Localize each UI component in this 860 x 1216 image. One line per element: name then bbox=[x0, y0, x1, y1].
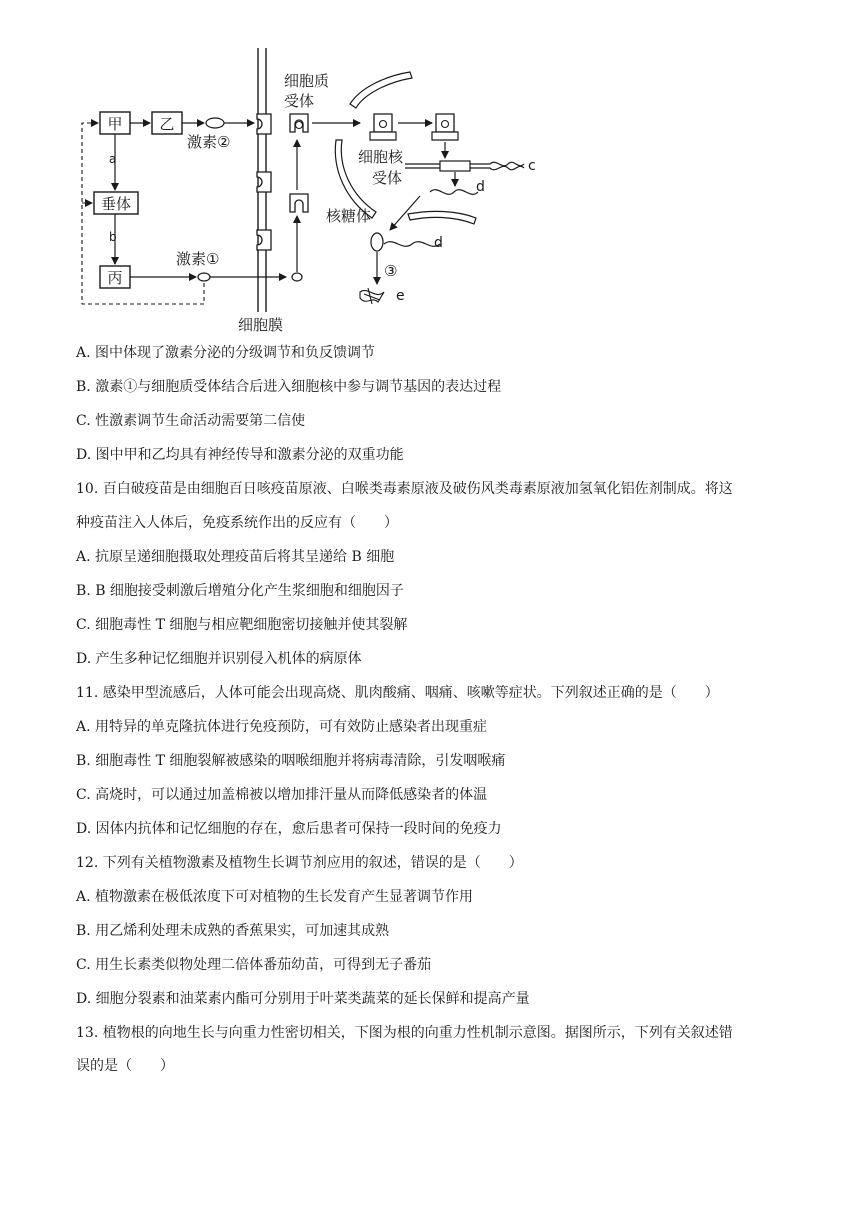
label-yi: 乙 bbox=[159, 115, 175, 133]
hormone1-inside bbox=[292, 273, 302, 281]
text-line: D. 产生多种记忆细胞并识别侵入机体的病原体 bbox=[76, 651, 362, 667]
label-cytoplasm-receptor-2: 受体 bbox=[284, 92, 315, 110]
text-line: A. 图中体现了激素分泌的分级调节和负反馈调节 bbox=[76, 345, 376, 361]
text-line: B. 细胞毒性 T 细胞裂解被感染的咽喉细胞并将病毒清除，引发咽喉痛 bbox=[76, 753, 506, 769]
hormone-regulation-diagram bbox=[0, 0, 860, 340]
label-a: a bbox=[109, 152, 117, 166]
membrane-receptor-3 bbox=[257, 230, 271, 250]
bound-hormone bbox=[296, 122, 303, 129]
text-line: C. 性激素调节生命活动需要第二信使 bbox=[76, 413, 306, 429]
label-d2: d bbox=[434, 235, 443, 251]
text-line: 种疫苗注入人体后，免疫系统作出的反应有（ ） bbox=[76, 515, 398, 531]
text-line: D. 图中甲和乙均具有神经传导和激素分泌的双重功能 bbox=[76, 447, 404, 463]
nuclear-complex-2-hormone bbox=[442, 121, 449, 128]
mrna-cytoplasm bbox=[384, 242, 440, 247]
hormone2-molecule bbox=[206, 118, 224, 128]
label-nuclear-receptor-1: 细胞核 bbox=[358, 148, 404, 166]
label-three: ③ bbox=[384, 262, 398, 280]
text-line: C. 高烧时，可以通过加盖棉被以增加排汗量从而降低感染者的体温 bbox=[76, 787, 488, 803]
nuclear-envelope-upper bbox=[350, 72, 412, 108]
label-e: e bbox=[396, 288, 405, 304]
text-line: 12. 下列有关植物激素及植物生长调节剂应用的叙述，错误的是（ ） bbox=[76, 855, 523, 871]
label-hormone2: 激素② bbox=[187, 133, 231, 151]
label-bing: 丙 bbox=[107, 269, 123, 287]
protein-e bbox=[360, 288, 384, 304]
mrna-nuclear bbox=[430, 190, 478, 195]
label-d1: d bbox=[476, 179, 485, 195]
nuclear-complex-1-hormone bbox=[380, 121, 387, 128]
label-jia: 甲 bbox=[107, 115, 123, 133]
nuclear-envelope-right bbox=[408, 211, 476, 224]
text-line: A. 抗原呈递细胞摄取处理疫苗后将其呈递给 B 细胞 bbox=[76, 549, 395, 565]
text-line: A. 用特异的单克隆抗体进行免疫预防，可有效防止感染者出现重症 bbox=[76, 719, 488, 735]
text-line: 10. 百白破疫苗是由细胞百日咳疫苗原液、白喉类毒素原液及破伤风类毒素原液加氢氧化铝佐剂制成。将这 bbox=[76, 481, 733, 497]
nuclear-receptor-2 bbox=[432, 132, 458, 140]
text-line: D. 细胞分裂素和油菜素内酯可分别用于叶菜类蔬菜的延长保鲜和提高产量 bbox=[76, 991, 530, 1007]
ribosome bbox=[371, 233, 383, 251]
label-chuiti: 垂体 bbox=[100, 195, 132, 213]
membrane-receptor-1 bbox=[257, 114, 271, 134]
text-line: B. B 细胞接受刺激后增殖分化产生浆细胞和细胞因子 bbox=[76, 583, 404, 599]
label-b: b bbox=[109, 230, 117, 244]
label-ribosome: 核糖体 bbox=[326, 207, 372, 225]
membrane-receptor-2 bbox=[257, 172, 271, 192]
gene-c-segment bbox=[440, 161, 470, 171]
hormone1-molecule bbox=[198, 273, 210, 281]
text-line: 11. 感染甲型流感后，人体可能会出现高烧、肌肉酸痛、咽痛、咳嗽等症状。下列叙述正确的是（ ） bbox=[76, 685, 719, 701]
text-line: C. 细胞毒性 T 细胞与相应靶细胞密切接触并使其裂解 bbox=[76, 617, 408, 633]
text-line: 13. 植物根的向地生长与向重力性密切相关，下图为根的向重力性机制示意图。据图所示，下列有关叙述错 bbox=[76, 1025, 733, 1041]
label-hormone1: 激素① bbox=[176, 250, 220, 268]
text-line: B. 用乙烯利处理未成熟的香蕉果实，可加速其成熟 bbox=[76, 923, 390, 939]
text-line: A. 植物激素在极低浓度下可对植物的生长发育产生显著调节作用 bbox=[76, 889, 474, 905]
label-cytoplasm-receptor-1: 细胞质 bbox=[284, 72, 330, 90]
label-c: c bbox=[528, 158, 536, 174]
empty-cytoplasm-receptor bbox=[290, 194, 308, 212]
nuclear-receptor-1 bbox=[370, 132, 396, 140]
text-line: C. 用生长素类似物处理二倍体番茄幼苗，可得到无子番茄 bbox=[76, 957, 432, 973]
text-line: 误的是（ ） bbox=[76, 1058, 174, 1074]
text-line: B. 激素①与细胞质受体结合后进入细胞核中参与调节基因的表达过程 bbox=[76, 379, 502, 395]
label-nuclear-receptor-2: 受体 bbox=[372, 169, 403, 187]
label-membrane: 细胞膜 bbox=[238, 316, 284, 334]
text-line: D. 因体内抗体和记忆细胞的存在，愈后患者可保持一段时间的免疫力 bbox=[76, 821, 502, 837]
